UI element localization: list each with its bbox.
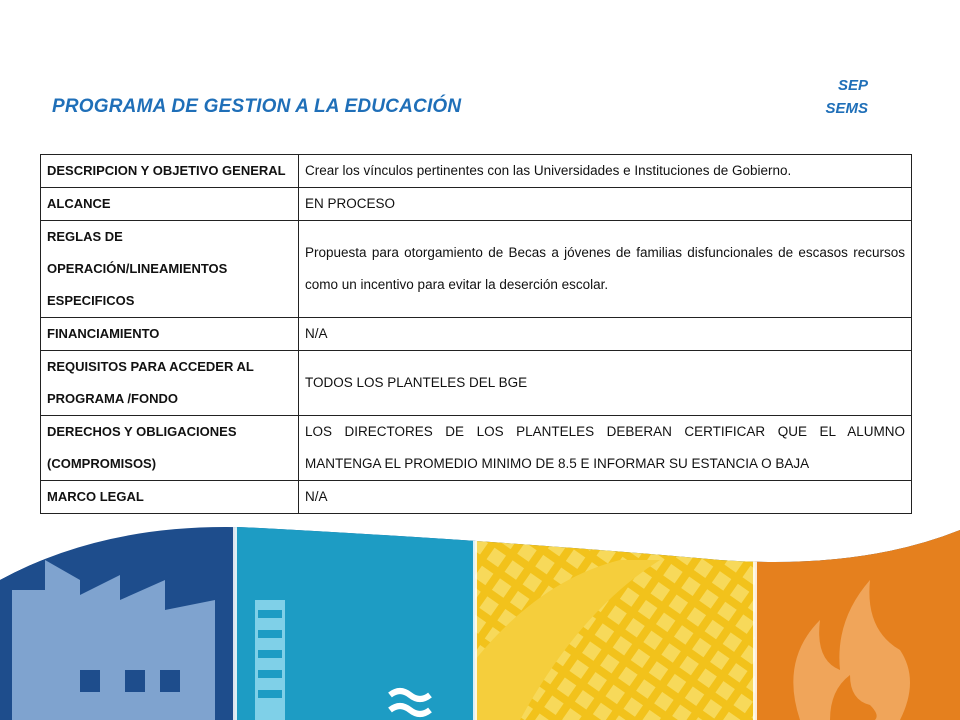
flame-icon <box>755 520 960 720</box>
row-value: Crear los vínculos pertinentes con las Universidades e Instituciones de Gobierno. <box>299 155 912 188</box>
program-info-table <box>40 154 912 514</box>
row-value: N/A <box>299 318 912 351</box>
row-label: FINANCIAMIENTO <box>41 318 299 351</box>
row-label: REQUISITOS PARA ACCEDER AL PROGRAMA /FONDO <box>41 351 299 416</box>
corn-icon <box>475 520 755 720</box>
decorative-banner <box>0 520 960 720</box>
table-row <box>41 221 912 318</box>
row-label: MARCO LEGAL <box>41 481 299 514</box>
table-row <box>41 188 912 221</box>
row-label: DESCRIPCION Y OBJETIVO GENERAL <box>41 155 299 188</box>
row-label: ALCANCE <box>41 188 299 221</box>
row-value: N/A <box>299 481 912 514</box>
row-value: LOS DIRECTORES DE LOS PLANTELES DEBERAN CERTIFICAR QUE EL ALUMNO MANTENGA EL PROMEDIO MINIMO DE 8.5 E INFORMAR SU ESTANCIA O BAJA <box>299 416 912 481</box>
table-row <box>41 481 912 514</box>
row-label: DERECHOS Y OBLIGACIONES (COMPROMISOS) <box>41 416 299 481</box>
agency-label <box>825 74 868 120</box>
wave-icon <box>235 520 475 720</box>
row-value: Propuesta para otorgamiento de Becas a jóvenes de familias disfuncionales de escasos recursos como un incentivo para evitar la deserción escolar. <box>299 221 912 318</box>
table-row <box>41 155 912 188</box>
row-value: TODOS LOS PLANTELES DEL BGE <box>299 351 912 416</box>
agency-sep: SEP <box>837 77 868 94</box>
table-row <box>41 351 912 416</box>
table-row <box>41 318 912 351</box>
factory-icon <box>0 560 235 720</box>
table-row <box>41 416 912 481</box>
page-title: PROGRAMA DE GESTION A LA EDUCACIÓN <box>52 96 462 117</box>
row-value: EN PROCESO <box>299 188 912 221</box>
row-label: REGLAS DE OPERACIÓN/LINEAMIENTOS ESPECIFICOS <box>41 221 299 318</box>
agency-sems: SEMS <box>825 100 868 117</box>
